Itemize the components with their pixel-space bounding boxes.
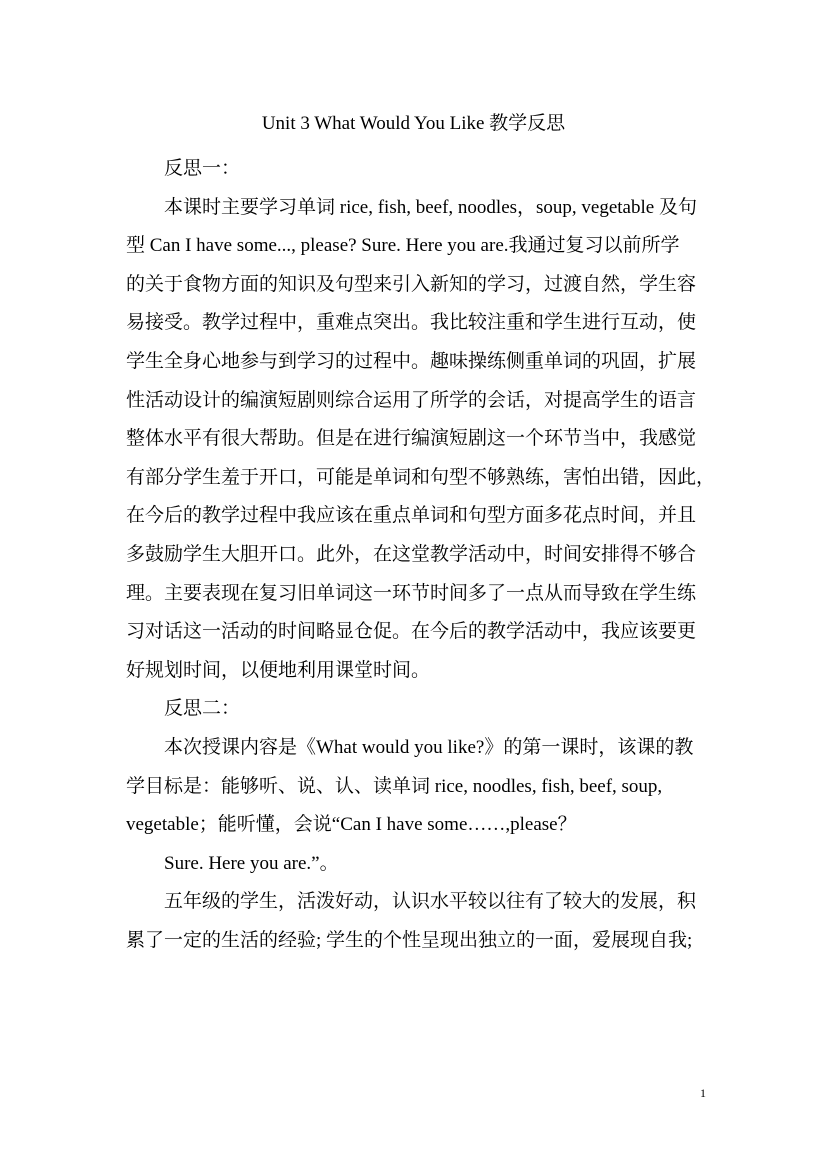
paragraph-line: 习对话这一活动的时间略显仓促。在今后的教学活动中，我应该要更	[126, 621, 697, 643]
paragraph-line: 整体水平有很大帮助。但是在进行编演短剧这一个环节当中，我感觉	[126, 428, 697, 450]
document-body	[126, 150, 716, 960]
paragraph-line: 五年级的学生，活泼好动，认识水平较以往有了较大的发展，积	[164, 891, 697, 913]
paragraph-line: 累了一定的生活的经验; 学生的个性呈现出独立的一面，爱展现自我;	[126, 929, 693, 951]
section1-paragraph	[126, 189, 716, 691]
paragraph-line: Sure. Here you are.”。	[164, 852, 339, 874]
document-title: Unit 3 What Would You Like 教学反思	[261, 113, 566, 134]
paragraph-line: 有部分学生羞于开口，可能是单词和句型不够熟练，害怕出错，因此，	[126, 466, 716, 488]
page-number: 1	[700, 1086, 706, 1100]
paragraph-line: 理。主要表现在复习旧单词这一环节时间多了一点从而导致在学生练	[126, 582, 697, 604]
paragraph-line: vegetable；能听懂，会说“Can I have some……,please？	[126, 814, 577, 836]
paragraph-line: 本次授课内容是《What would you like?》的第一课时，该课的教	[164, 736, 694, 758]
paragraph-line: 型 Can I have some..., please? Sure. Here you are.我通过复习以前所学	[126, 235, 680, 257]
paragraph-line: 的关于食物方面的知识及句型来引入新知的学习，过渡自然，学生容	[126, 273, 697, 295]
paragraph-line: 好规划时间，以便地利用课堂时间。	[126, 659, 431, 681]
paragraph-line: 性活动设计的编演短剧则综合运用了所学的会话，对提高学生的语言	[126, 389, 697, 411]
paragraph-line: 学目标是：能够听、说、认、读单词 rice, noodles, fish, beef, soup,	[126, 775, 663, 797]
paragraph-line: 多鼓励学生大胆开口。此外，在这堂教学活动中，时间安排得不够合	[126, 543, 697, 565]
section3-paragraph	[126, 883, 704, 960]
paragraph-line: 学生全身心地参与到学习的过程中。趣味操练侧重单词的巩固，扩展	[126, 350, 697, 372]
paragraph-line: 本课时主要学习单词 rice, fish, beef, noodles，soup, vegetable 及句	[164, 196, 697, 218]
section2-paragraph	[126, 729, 704, 883]
section2-heading: 反思二：	[164, 698, 241, 720]
paragraph-line: 易接受。教学过程中，重难点突出。我比较注重和学生进行互动，使	[126, 312, 697, 334]
paragraph-line: 在今后的教学过程中我应该在重点单词和句型方面多花点时间，并且	[126, 505, 697, 527]
section1-heading: 反思一：	[164, 158, 241, 179]
